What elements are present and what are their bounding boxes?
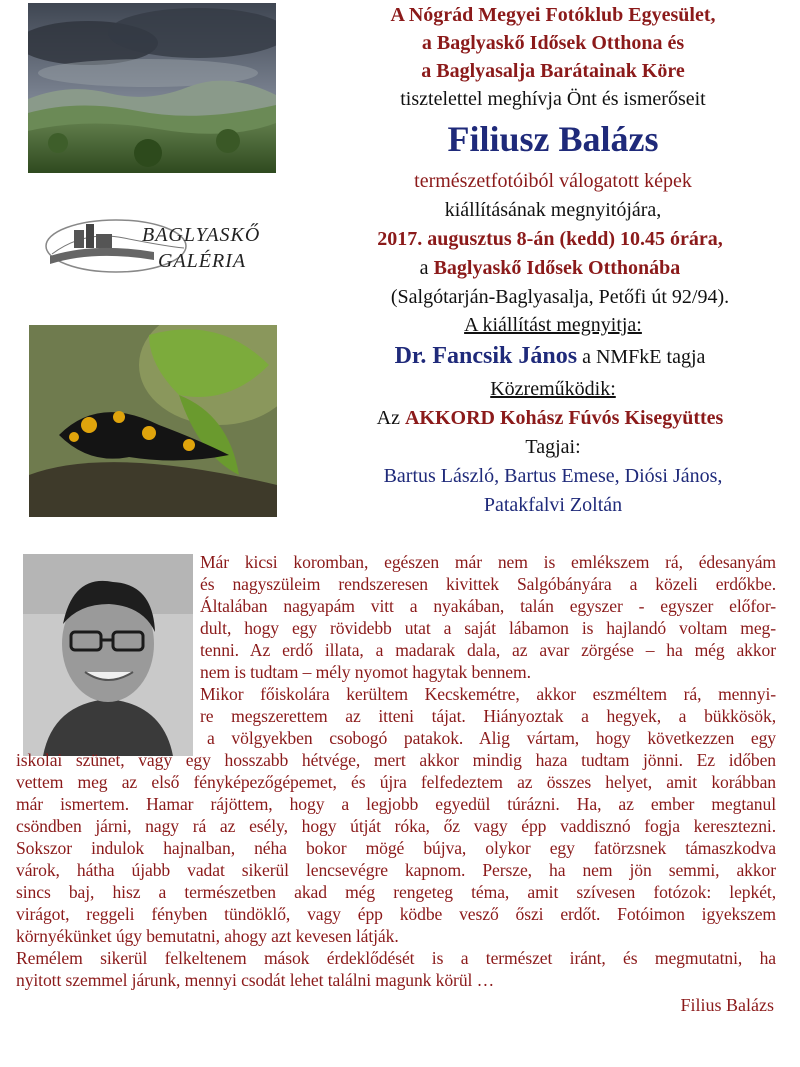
salamander-photo (29, 325, 277, 517)
story-line: Általában nagyapám vitt a nyakában, talán egyszer - egyszer előfor- (200, 596, 776, 616)
story-line: és nagyszüleim rendszeresen kivittek Salgóbányára a közeli erdőkbe. (200, 574, 776, 594)
story-line: Már kicsi koromban, egészen már nem is emlékszem rá, édesanyám (200, 552, 776, 572)
venue-name: Baglyaskő Idősek Otthonába (433, 257, 681, 279)
story-line: már ismertem. Hamar rájöttem, hogy a legjobb egyedül túrázni. Ha, az ember megtanul (16, 794, 776, 814)
story-line: re megszerettem az itteni tájat. Hiányoztak a hegyek, a bükkösök, (200, 706, 776, 726)
event-venue (320, 257, 780, 280)
event-address: (Salgótarján-Baglyasalja, Petőfi út 92/94). (390, 286, 730, 308)
story-line: környékünket úgy bemutatni, ahogy azt kevesen látják. (16, 926, 399, 946)
story-line: tenni. Az erdő illata, a madarak dala, az avar zörgése – ha még akkor (200, 640, 776, 660)
landscape-photo (28, 3, 276, 173)
members-line-1: Bartus László, Bartus Emese, Diósi János, (383, 465, 723, 487)
story-line: virágot, reggeli fényben tündöklő, vagy épp ködbe vesző őszi erdőt. Fotóimon igyekszem (16, 904, 776, 924)
event-date (300, 228, 800, 251)
artist-name: Filiusz Balázs (447, 119, 659, 159)
story-line: sincs baj, hisz a természetben akad még rengeteg téma, amit szívesen fotózok: lepkét, (16, 882, 776, 902)
members-line-2: Patakfalvi Zoltán (483, 494, 623, 516)
event-date-rest: . augusztus 8-án (kedd) 10.45 órára, (417, 228, 723, 250)
story-line: vettem meg az első fényképezőgépemet, és újra felfedeztem az összes helyet, amit korábban (16, 772, 776, 792)
org-line-3: a Baglyasalja Barátainak Köre (421, 60, 685, 82)
story-line: csöndben járni, nagy rá az esély, hogy útját róka, őz vagy épp vaddisznó fogja keresztezni. (16, 816, 776, 836)
portrait-photo (23, 554, 193, 756)
gallery-logo (34, 208, 266, 278)
story-line: dult, hogy egy rövidebb utat a saját lábamon is hajlandó voltam meg- (200, 618, 776, 638)
invite-line: tisztelettel meghívja Önt és ismerőseit (400, 88, 706, 110)
ensemble-line (300, 407, 800, 430)
story-line: a völgyekben csobogó patakok. Alig vártam, hogy következzen egy (207, 728, 776, 748)
venue-prefix: a (419, 257, 434, 279)
story-line: várok, háthа újabb vadat sikerül lencsevégre kapnom. Persze, ha nem jön semmi, akkor (16, 860, 776, 880)
org-line-2: a Baglyaskő Idősek Otthona és (421, 32, 685, 54)
ensemble-prefix: Az (376, 407, 405, 429)
story-line: nem is tudtam – mély nyomot hagytak bennem. (200, 662, 531, 682)
logo-line-1: BAGLYASKŐ (142, 224, 261, 246)
subtitle-line-1: természetfotóiból válogatott képek (414, 170, 692, 192)
opener-line (320, 343, 780, 370)
story-line: Mikor főiskolára kerültem Kecskemétre, akkor eszméltem rá, mennyi- (200, 684, 776, 704)
opener-name: Dr. Fancsik János (394, 343, 578, 369)
story-line: iskolai szünet, vagy egy hosszabb hétvége, mert akkor mindig haza tudtam jönni. Ez időben (16, 750, 776, 770)
logo-line-2: GALÉRIA (158, 250, 247, 272)
opener-role: a NMFkE tagja (577, 346, 706, 368)
event-year: 2017 (377, 228, 418, 250)
org-line-1: A Nógrád Megyei Fotóklub Egyesület, (390, 4, 716, 26)
signature: Filius Balázs (680, 995, 774, 1015)
story-line: Sokszor indulok hajnalban, néha bokor mögé bújva, olykor egy fatörzsnek támaszkodva (16, 838, 776, 858)
opener-heading: A kiállítást megnyitja: (464, 314, 642, 336)
story-line: nyitott szemmel járunk, mennyi csodát lehet találni magunk körül … (16, 970, 495, 990)
subtitle-line-2: kiállításának megnyitójára, (444, 199, 662, 221)
members-heading: Tagjai: (525, 436, 581, 458)
ensemble-name: AKKORD Kohász Fúvós Kisegyüttes (404, 407, 724, 429)
story-line: Remélem sikerül felkeltenem mások érdeklődését is a természet iránt, és megmutatni, ha (16, 948, 776, 968)
contrib-heading: Közreműködik: (490, 378, 616, 400)
